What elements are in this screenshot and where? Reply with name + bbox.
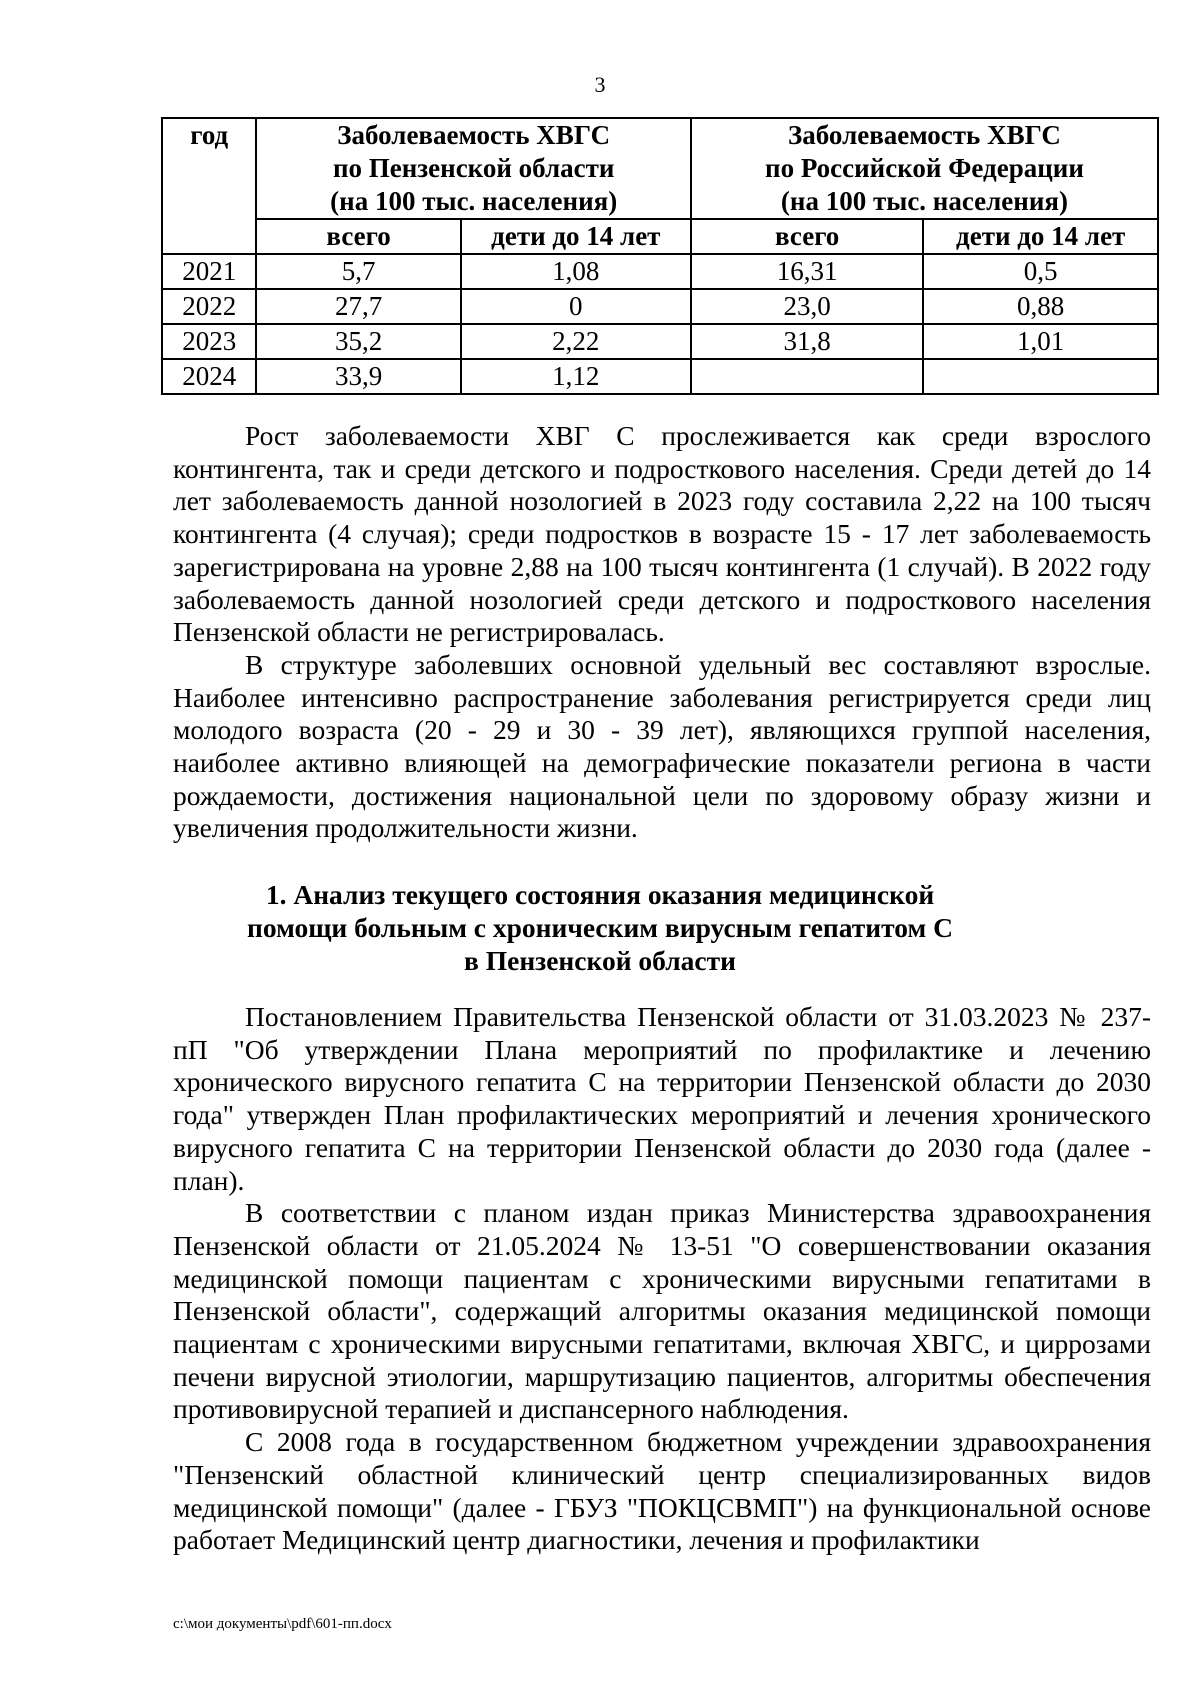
- page-number: 3: [594, 72, 606, 97]
- rf-total-header: всего: [691, 219, 923, 254]
- incidence-table: [161, 117, 1159, 395]
- table-row: [162, 324, 1158, 359]
- table-cell: 2021: [162, 254, 256, 289]
- table-row: [162, 359, 1158, 394]
- table-cell: 2,22: [461, 324, 691, 359]
- rf-children-header: дети до 14 лет: [923, 219, 1158, 254]
- table-cell: 2024: [162, 359, 256, 394]
- table-cell: 5,7: [256, 254, 460, 289]
- table-cell: [923, 359, 1158, 394]
- paragraph: Рост заболеваемости ХВГ С прослеживается как среди взрослого контингента, так и среди детского и подросткового населения. Среди детей до 14 лет заболеваемость данной нозологией в 2023 году составила 2,22 на 100 тысяч контингента (4 случая); среди подростков в возрасте 15 - 17 лет заболеваемость зарегистрирована на уровне 2,88 на 100 тысяч контингента (1 случай). В 2022 году заболеваемость данной нозологией среди детского и подросткового населения Пензенской области не регистрировалась.: [173, 420, 1151, 648]
- year-header: год: [162, 118, 256, 254]
- footer-file-path: c:\мои документы\pdf\601-пп.docx: [173, 1616, 392, 1632]
- table-row: [162, 289, 1158, 324]
- penza-group-header: Заболеваемость ХВГС по Пензенской области (на 100 тыс. населения): [256, 118, 690, 219]
- section-heading: 1. Анализ текущего состояния оказания медицинской помощи больным с хроническим вирусным гепатитом С в Пензенской области: [247, 879, 953, 976]
- table-cell: 1,12: [461, 359, 691, 394]
- table-cell: 1,08: [461, 254, 691, 289]
- table-cell: 33,9: [256, 359, 460, 394]
- table-cell: 0,88: [923, 289, 1158, 324]
- paragraph: С 2008 года в государственном бюджетном учреждении здравоохранения "Пензенский областной клинический центр специализированных видов медицинской помощи" (далее - ГБУЗ "ПОКЦСВМП") на функциональной основе работает Медицинский центр диагностики, лечения и профилактики: [173, 1426, 1151, 1556]
- paragraph: В соответствии с планом издан приказ Министерства здравоохранения Пензенской области от 21.05.2024 № 13-51 "О совершенствовании оказания медицинской помощи пациентам с хроническими вирусными гепатитами в Пензенской области", содержащий алгоритмы оказания медицинской помощи пациентам с хроническими вирусными гепатитами, включая ХВГС, и циррозами печени вирусной этиологии, маршрутизацию пациентов, алгоритмы обеспечения противовирусной терапией и диспансерного наблюдения.: [173, 1197, 1151, 1425]
- section-text: [173, 1001, 1151, 1557]
- penza-children-header: дети до 14 лет: [461, 219, 691, 254]
- table-cell: 23,0: [691, 289, 923, 324]
- intro-text: [173, 420, 1151, 845]
- penza-total-header: всего: [256, 219, 460, 254]
- table-cell: 16,31: [691, 254, 923, 289]
- table-row: [162, 254, 1158, 289]
- table-cell: 1,01: [923, 324, 1158, 359]
- paragraph: Постановлением Правительства Пензенской области от 31.03.2023 № 237-пП "Об утверждении Плана мероприятий по профилактике и лечению хронического вирусного гепатита С на территории Пензенской области до 2030 года" утвержден План профилактических мероприятий и лечения хронического вирусного гепатита С на территории Пензенской области до 2030 года (далее - план).: [173, 1001, 1151, 1196]
- table-cell: 0: [461, 289, 691, 324]
- table-cell: 0,5: [923, 254, 1158, 289]
- table-cell: 2022: [162, 289, 256, 324]
- table-cell: [691, 359, 923, 394]
- table-cell: 27,7: [256, 289, 460, 324]
- table-cell: 31,8: [691, 324, 923, 359]
- table-cell: 35,2: [256, 324, 460, 359]
- rf-group-header: Заболеваемость ХВГС по Российской Федерации (на 100 тыс. населения): [691, 118, 1158, 219]
- paragraph: В структуре заболевших основной удельный вес составляют взрослые. Наиболее интенсивно распространение заболевания регистрируется среди лиц молодого возраста (20 - 29 и 30 - 39 лет), являющихся группой населения, наиболее активно влияющей на демографические показатели региона в части рождаемости, достижения национальной цели по здоровому образу жизни и увеличения продолжительности жизни.: [173, 648, 1151, 844]
- table-cell: 2023: [162, 324, 256, 359]
